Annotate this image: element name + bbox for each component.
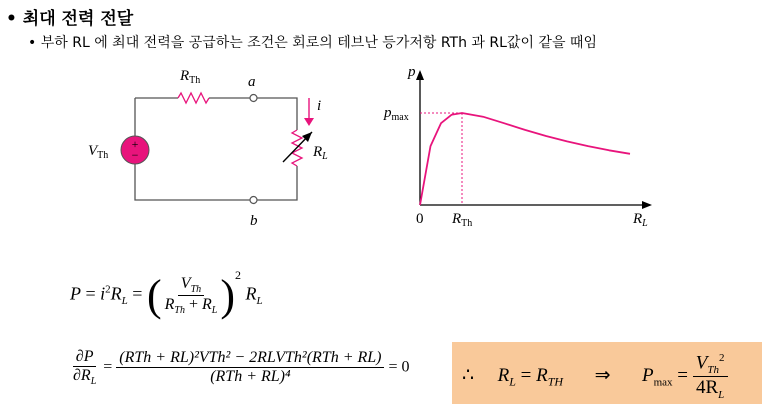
slide-title: [6, 4, 133, 29]
result-pmax: P: [641, 364, 654, 386]
result-pmax-sub: max: [653, 376, 673, 389]
title-text: 최대 전력 전달: [22, 9, 134, 29]
eq1-den-rl: R: [201, 296, 212, 313]
eq1-den-rth-sub: Th: [174, 305, 185, 317]
r-l-label: $R_L$: [313, 144, 328, 162]
eq1-equals: =: [85, 283, 96, 304]
pmax-label: $p_{max}$: [384, 105, 409, 123]
x-tick-label: $R_{Th}$: [452, 211, 473, 229]
wire-top-right: [257, 98, 297, 130]
x-tick-label: 0: [416, 211, 424, 227]
eq2-denominator: (RTh + RL)⁴: [210, 368, 291, 386]
result-num-sub: Th: [707, 364, 719, 377]
node-b-label: b: [250, 213, 258, 229]
eq1-r: R: [110, 283, 122, 304]
eq2-drl-sub: L: [90, 376, 97, 388]
x-axis-label: $R_L$: [633, 211, 648, 229]
eq1-equals-2: =: [132, 283, 143, 304]
result-rl: R: [497, 364, 510, 386]
result-den: 4R: [695, 377, 719, 399]
eq1-den-plus: +: [188, 296, 198, 313]
result-rth: R: [536, 364, 548, 386]
eq1-den-rl-sub: L: [211, 305, 218, 317]
subtitle-text: 부하 RL 에 최대 전력을 공급하는 조건은 회로의 테브난 등가저항 RTh 과 RL값이 같을 때임: [40, 35, 597, 51]
r-th-label: $R_{Th}$: [180, 68, 201, 86]
y-axis-arrowhead: [416, 70, 424, 80]
eq2-dp: ∂P: [73, 348, 97, 367]
therefore-symbol: ∴: [462, 364, 475, 386]
implies-arrow: ⇒: [594, 364, 611, 386]
eq1-right-paren: ): [220, 271, 235, 320]
derivative-equation: [70, 348, 410, 387]
result-den-sub: L: [718, 388, 725, 401]
node-a-label: a: [248, 74, 256, 90]
title-bullet: •: [6, 9, 17, 29]
eq2-equals: =: [103, 358, 113, 376]
eq1-tail-sub: L: [256, 295, 263, 308]
power-curve-chart: [375, 58, 665, 238]
eq2-numerator: (RTh + RL)²VTh² − 2RLVTh²(RTh + RL): [116, 349, 384, 368]
result-rth-sub: TH: [547, 374, 564, 389]
eq1-left-paren: (: [146, 271, 162, 320]
y-axis-label: p: [408, 64, 416, 80]
result-rl-sub: L: [509, 374, 516, 389]
r-th-resistor: [178, 93, 209, 103]
result-eq: =: [520, 364, 532, 386]
eq1-r-sub: L: [121, 295, 128, 308]
eq2-lhs-fraction: [70, 348, 99, 387]
subtitle-bullet: •: [28, 35, 37, 51]
eq2-drl: ∂R: [73, 367, 91, 384]
result-eq-2: =: [677, 364, 689, 386]
wire-bottom: [135, 164, 250, 200]
source-minus: −: [131, 148, 139, 162]
eq1-num-sub: Th: [190, 284, 202, 295]
eq1-i: i: [100, 283, 106, 304]
eq1-fraction: [162, 275, 221, 316]
eq1-i-exp: 2: [105, 283, 111, 296]
result-equation: [462, 352, 728, 401]
wire-right-bottom: [257, 166, 297, 200]
eq1-num-v: V: [180, 274, 191, 292]
eq1-paren-exp: 2: [234, 267, 241, 282]
v-th-label: $V_{Th}$: [88, 143, 109, 161]
eq2-rhs: = 0: [388, 358, 410, 376]
terminal-b: [250, 197, 257, 204]
x-axis-arrowhead: [642, 201, 652, 209]
result-num-exp: 2: [719, 352, 725, 364]
eq1-den-rth: R: [164, 296, 175, 313]
circuit-diagram: [80, 60, 328, 235]
power-curve-line: [420, 113, 630, 205]
source-plus: +: [131, 137, 139, 151]
current-arrowhead: [304, 118, 314, 126]
current-label: i: [317, 98, 322, 114]
subtitle: [28, 32, 597, 52]
eq1-p: P: [70, 283, 81, 304]
result-num-v: V: [695, 352, 708, 374]
result-fraction: [693, 352, 728, 401]
power-equation: [70, 267, 263, 321]
eq2-rhs-fraction: [116, 349, 384, 386]
terminal-a: [250, 95, 257, 102]
eq1-tail-r: R: [245, 283, 257, 304]
